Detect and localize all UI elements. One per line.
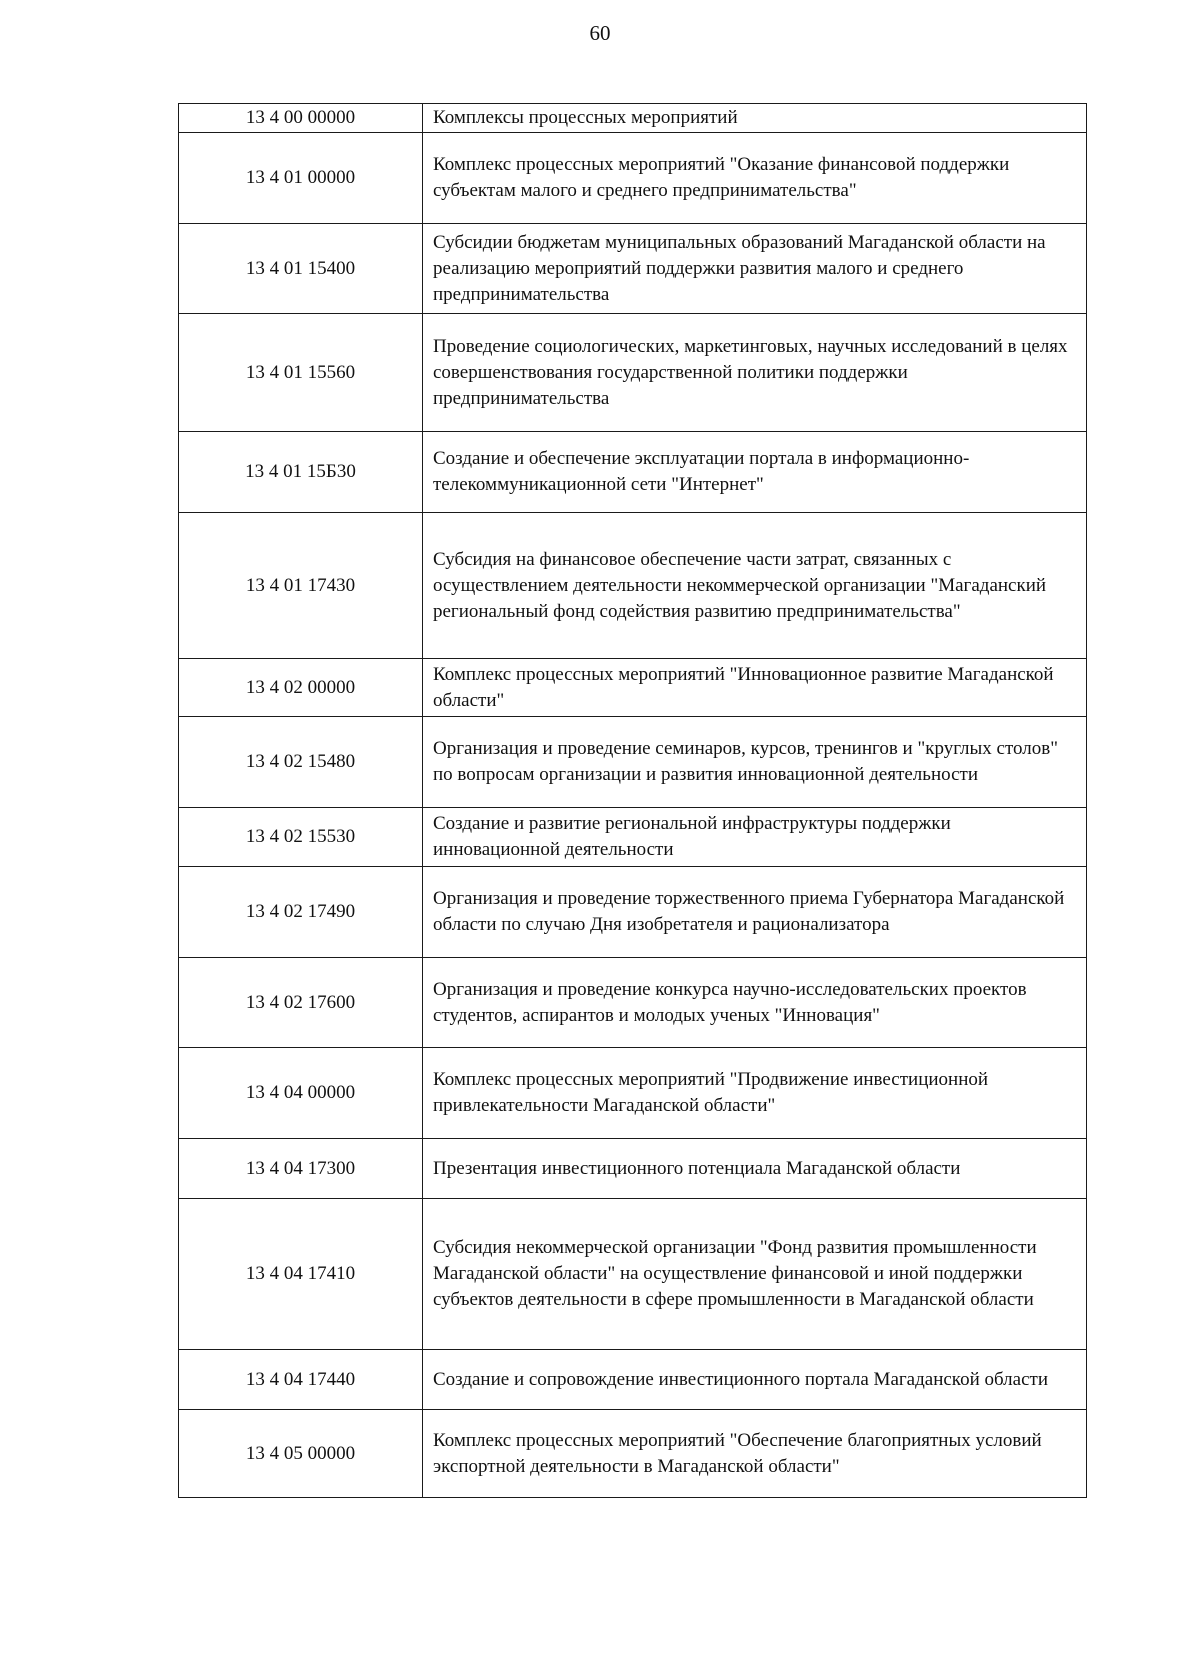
- row-description: Создание и развитие региональной инфраструктуры поддержки инновационной деятельности: [423, 808, 1087, 867]
- row-description: Комплекс процессных мероприятий "Инновационное развитие Магаданской области": [423, 659, 1087, 717]
- table-row: [179, 104, 1087, 133]
- table-row: [179, 133, 1087, 224]
- row-description: Комплексы процессных мероприятий: [423, 104, 1087, 133]
- table-row: [179, 1199, 1087, 1350]
- row-description: Создание и обеспечение эксплуатации портала в информационно-телекоммуникационной сети "Интернет": [423, 432, 1087, 513]
- row-code: 13 4 01 15560: [179, 314, 423, 432]
- row-description: Субсидия на финансовое обеспечение части затрат, связанных с осуществлением деятельности некоммерческой организации "Магаданский региональный фонд содействия развитию предпринимательства": [423, 513, 1087, 659]
- table-row: [179, 513, 1087, 659]
- table-row: [179, 1350, 1087, 1410]
- row-code: 13 4 00 00000: [179, 104, 423, 133]
- row-description: Создание и сопровождение инвестиционного портала Магаданской области: [423, 1350, 1087, 1410]
- table-row: [179, 432, 1087, 513]
- row-description: Организация и проведение торжественного приема Губернатора Магаданской области по случаю Дня изобретателя и рационализатора: [423, 867, 1087, 958]
- row-description: Организация и проведение конкурса научно-исследовательских проектов студентов, аспирантов и молодых ученых "Инновация": [423, 958, 1087, 1048]
- row-code: 13 4 01 17430: [179, 513, 423, 659]
- table-row: [179, 659, 1087, 717]
- row-description: Субсидии бюджетам муниципальных образований Магаданской области на реализацию мероприятий поддержки развития малого и среднего предпринимательства: [423, 224, 1087, 314]
- table-row: [179, 867, 1087, 958]
- page-number: 60: [589, 21, 611, 45]
- row-description: Комплекс процессных мероприятий "Продвижение инвестиционной привлекательности Магаданской области": [423, 1048, 1087, 1139]
- row-description: Организация и проведение семинаров, курсов, тренингов и "круглых столов" по вопросам организации и развития инновационной деятельности: [423, 717, 1087, 808]
- row-code: 13 4 01 15400: [179, 224, 423, 314]
- table-row: [179, 224, 1087, 314]
- row-code: 13 4 04 17300: [179, 1139, 423, 1199]
- table-row: [179, 1410, 1087, 1498]
- row-code: 13 4 02 00000: [179, 659, 423, 717]
- table-row: [179, 314, 1087, 432]
- table-row: [179, 1048, 1087, 1139]
- row-code: 13 4 01 15Б30: [179, 432, 423, 513]
- row-code: 13 4 02 15530: [179, 808, 423, 867]
- row-code: 13 4 04 00000: [179, 1048, 423, 1139]
- row-code: 13 4 04 17440: [179, 1350, 423, 1410]
- table-row: [179, 1139, 1087, 1199]
- budget-classification-table: [178, 103, 1087, 1498]
- row-description: Субсидия некоммерческой организации "Фонд развития промышленности Магаданской области" на осуществление финансовой и иной поддержки субъектов деятельности в сфере промышленности в Магаданской области: [423, 1199, 1087, 1350]
- row-description: Комплекс процессных мероприятий "Обеспечение благоприятных условий экспортной деятельности в Магаданской области": [423, 1410, 1087, 1498]
- row-code: 13 4 02 15480: [179, 717, 423, 808]
- row-code: 13 4 02 17490: [179, 867, 423, 958]
- row-description: Проведение социологических, маркетинговых, научных исследований в целях совершенствования государственной политики поддержки предпринимательства: [423, 314, 1087, 432]
- row-code: 13 4 02 17600: [179, 958, 423, 1048]
- row-code: 13 4 01 00000: [179, 133, 423, 224]
- table-row: [179, 808, 1087, 867]
- row-description: Комплекс процессных мероприятий "Оказание финансовой поддержки субъектам малого и среднего предпринимательства": [423, 133, 1087, 224]
- table-row: [179, 958, 1087, 1048]
- table-row: [179, 717, 1087, 808]
- row-code: 13 4 05 00000: [179, 1410, 423, 1498]
- row-code: 13 4 04 17410: [179, 1199, 423, 1350]
- row-description: Презентация инвестиционного потенциала Магаданской области: [423, 1139, 1087, 1199]
